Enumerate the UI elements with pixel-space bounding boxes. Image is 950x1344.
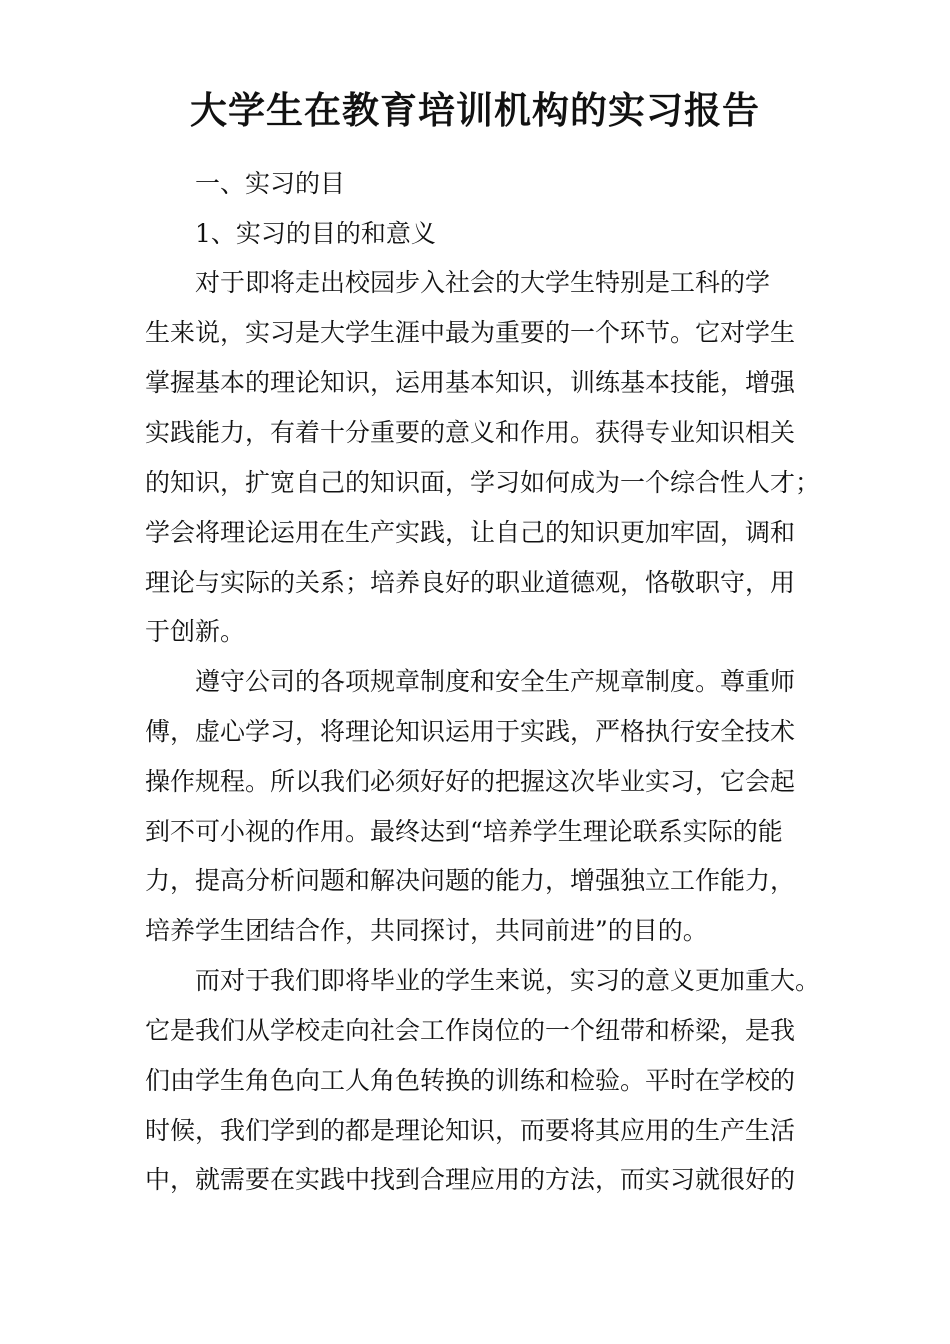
paragraph-line: 们由学生角色向工人角色转换的训练和检验。平时在学校的 — [145, 1066, 796, 1095]
paragraph-line: 学会将理论运用在生产实践，让自己的知识更加牢固，调和 — [145, 518, 796, 547]
paragraph-line: 中，就需要在实践中找到合理应用的方法，而实习就很好的 — [145, 1165, 796, 1194]
paragraph-line: 的知识，扩宽自己的知识面，学习如何成为一个综合性人才； — [145, 468, 821, 497]
paragraph-line: 生来说，实习是大学生涯中最为重要的一个环节。它对学生 — [145, 318, 796, 347]
paragraph-line: 到不可小视的作用。最终达到“培养学生理论联系实际的能 — [145, 817, 783, 846]
paragraph-line: 对于即将走出校园步入社会的大学生特别是工科的学 — [195, 268, 771, 297]
paragraph-line: 实践能力，有着十分重要的意义和作用。获得专业知识相关 — [145, 418, 796, 447]
paragraph-line: 力，提高分析问题和解决问题的能力，增强独立工作能力， — [145, 866, 796, 895]
document-title: 大学生在教育培训机构的实习报告 — [190, 88, 760, 132]
paragraph-line: 它是我们从学校走向社会工作岗位的一个纽带和桥梁，是我 — [145, 1016, 796, 1045]
paragraph-line: 理论与实际的关系；培养良好的职业道德观，恪敬职守，用 — [145, 568, 796, 597]
paragraph-line: 而对于我们即将毕业的学生来说，实习的意义更加重大。 — [195, 966, 821, 995]
paragraph-line: 掌握基本的理论知识，运用基本知识，训练基本技能，增强 — [145, 368, 796, 397]
paragraph-line: 于创新。 — [145, 617, 246, 646]
paragraph-line: 遵守公司的各项规章制度和安全生产规章制度。尊重师 — [195, 667, 796, 696]
paragraph-line: 时候，我们学到的都是理论知识，而要将其应用的生产生活 — [145, 1116, 796, 1145]
paragraph-line: 操作规程。所以我们必须好好的把握这次毕业实习，它会起 — [145, 767, 796, 796]
section-heading: 一、实习的目 — [195, 169, 346, 198]
paragraph-line: 培养学生团结合作，共同探讨，共同前进”的目的。 — [145, 916, 708, 945]
subsection-heading: 1、实习的目的和意义 — [195, 219, 436, 248]
paragraph-line: 傅，虚心学习，将理论知识运用于实践，严格执行安全技术 — [145, 717, 796, 746]
